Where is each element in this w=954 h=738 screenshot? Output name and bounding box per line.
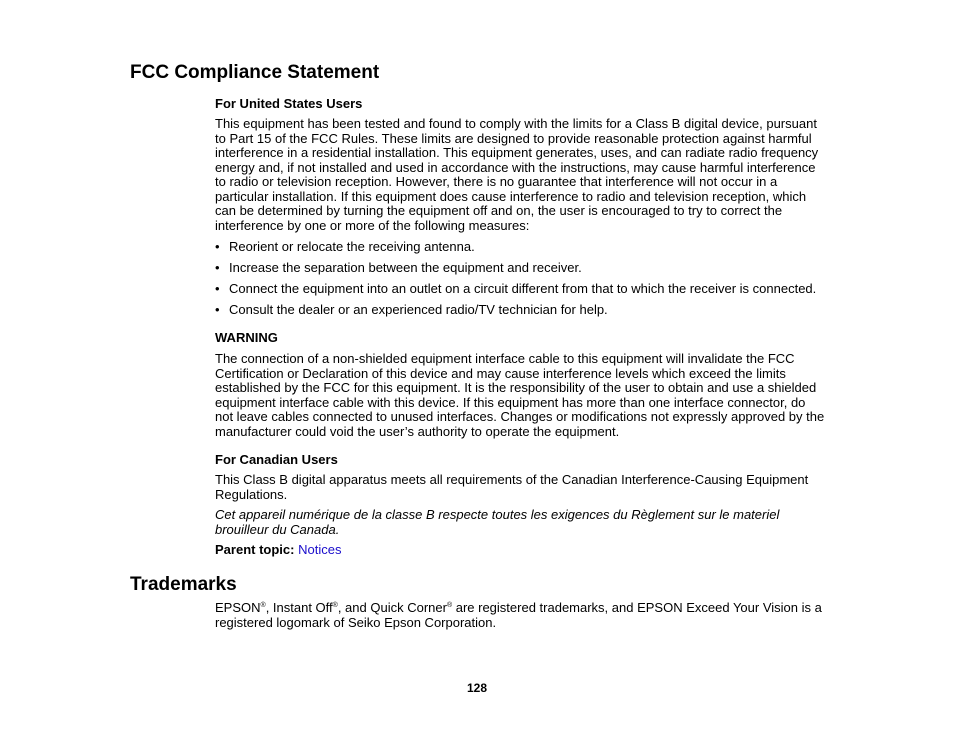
fcc-section-title: FCC Compliance Statement [130,62,380,83]
list-item [215,281,827,296]
trademarks-paragraph [215,601,827,630]
us-users-heading: For United States Users [215,96,363,111]
registered-mark: ® [332,602,338,609]
list-item-text: Reorient or relocate the receiving antenna. [229,239,475,254]
list-item-text: Connect the equipment into an outlet on a circuit different from that to which the receiver is connected. [229,281,817,296]
list-item [215,302,827,317]
list-item-text: Increase the separation between the equipment and receiver. [229,260,582,275]
page-number: 128 [466,681,488,695]
warning-heading: WARNING [215,330,278,345]
us-users-paragraph: This equipment has been tested and found to comply with the limits for a Class B digital device, pursuant to Part 15 of the FCC Rules. These limits are designed to provide reasonable protection against harmful interference in a residential installation. This equipment generates, uses, and can radiate radio frequency energy and, if not installed and used in accordance with the instructions, may cause harmful interference to radio or television reception. However, there is no guarantee that interference will not occur in a particular installation. If this equipment does cause interference to radio and television reception, which can be determined by turning the equipment off and on, the user is encouraged to try to correct the interference by one or more of the following measures: [215,116,819,233]
notices-link[interactable]: Notices [298,542,342,557]
bullet-icon: • [215,239,220,254]
warning-paragraph: The connection of a non-shielded equipment interface cable to this equipment will invalidate the FCC Certification or Declaration of this device and may cause interference levels which exceed the limits established by the FCC for this equipment. It is the responsibility of the user to obtain and use a shielded equipment interface cable with this device. If this equipment has more than one interface connector, do not leave cables connected to unused interfaces. Changes or modifications not expressly approved by the manufacturer could void the user’s authority to operate the equipment. [215,351,825,439]
bullet-icon: • [215,260,220,275]
canadian-users-french-paragraph: Cet appareil numérique de la classe B respecte toutes les exigences du Règlement sur le materiel brouilleur du Canada. [215,507,780,537]
interference-measures-list [215,239,827,317]
list-item [215,260,827,275]
registered-mark: ® [260,602,266,609]
trademark-instant-off: , Instant Off [265,600,333,615]
list-item [215,239,827,254]
canadian-users-paragraph: This Class B digital apparatus meets all requirements of the Canadian Interference-Causing Equipment Regulations. [215,472,809,502]
canadian-users-heading: For Canadian Users [215,452,338,467]
bullet-icon: • [215,302,220,317]
trademarks-text: are registered trademarks, and EPSON Exceed Your Vision is a registered logomark of Seiko Epson Corporation. [215,600,822,630]
parent-topic-label: Parent topic: [215,542,295,557]
trademarks-section-title: Trademarks [130,574,237,595]
fcc-section-content [215,96,827,558]
trademark-quick-corner: , and Quick Corner [337,600,447,615]
registered-mark: ® [446,602,453,609]
parent-topic [215,543,827,558]
list-item-text: Consult the dealer or an experienced radio/TV technician for help. [229,302,608,317]
trademarks-section-content [215,601,827,630]
trademark-epson: EPSON [215,600,261,615]
bullet-icon: • [215,281,220,296]
